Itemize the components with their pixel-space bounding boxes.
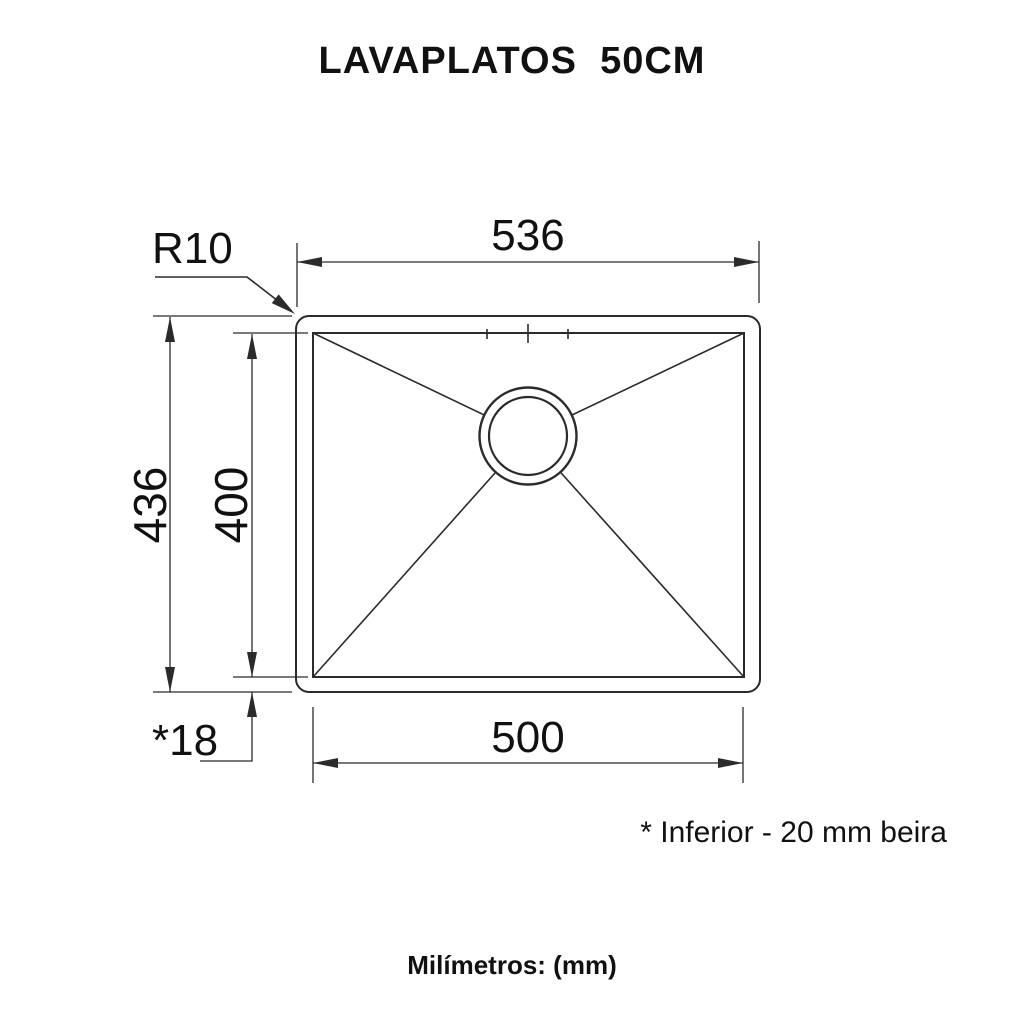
dim-inner-height-arrow-bottom [247,652,257,677]
corner-radius-label: R10 [152,224,233,273]
corner-radius-leader [155,277,291,311]
dim-inner-width-arrow-left [313,758,338,768]
dim-outer-width-arrow-right [734,257,759,267]
corner-radius-arrow [272,294,295,314]
dim-bottom-rim-label: *18 [152,716,219,765]
dim-outer-width-label: 536 [491,211,565,260]
drain-outer-circle [480,388,577,485]
dim-outer-height-arrow-top [165,317,175,342]
footnote: * Inferior - 20 mm beira [640,816,947,849]
dim-inner-height-label: 400 [205,466,257,544]
page-title: LAVAPLATOS 50CM [318,40,706,82]
units-label: Milímetros: (mm) [407,950,617,980]
dim-inner-height-arrow-top [247,334,257,359]
dim-bottom-rim-arrow [247,692,257,717]
dim-inner-width-label: 500 [491,713,565,762]
dim-outer-height-arrow-bottom [165,667,175,692]
dim-inner-width-arrow-right [718,758,743,768]
dim-outer-width-arrow-left [297,257,322,267]
sink-outer-outline [296,316,760,692]
dim-outer-height-label: 436 [124,466,176,544]
